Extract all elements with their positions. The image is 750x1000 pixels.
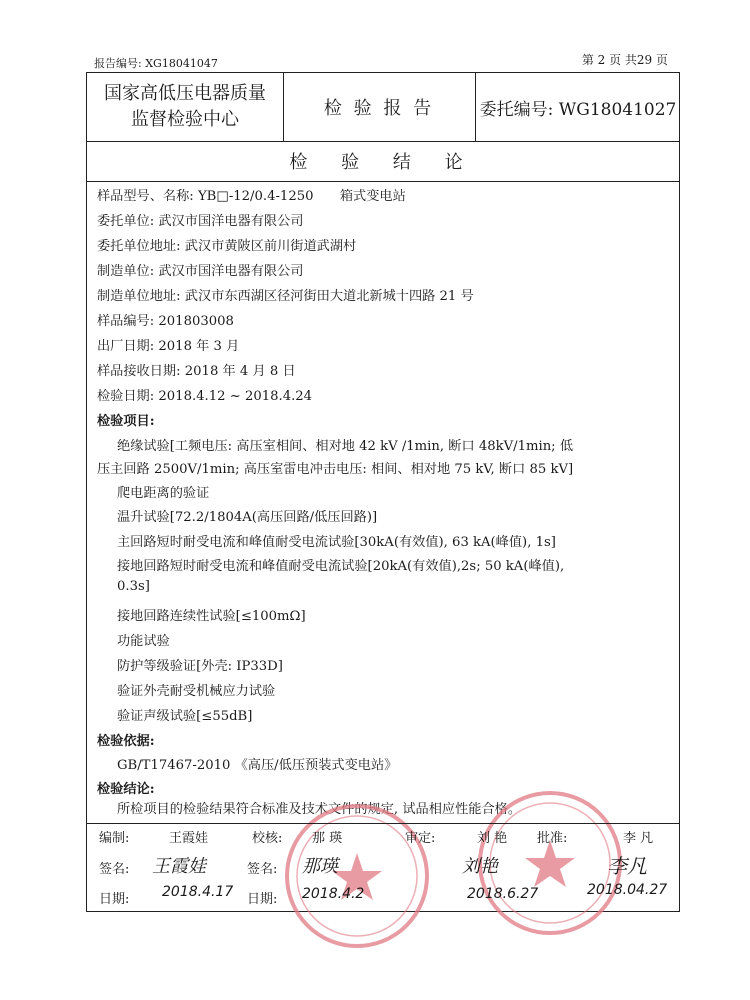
- signature-block: [87, 823, 679, 912]
- field-value: 武汉市黄陂区前川街道武湖村: [184, 239, 357, 254]
- handwritten-date: 2018.6.27: [467, 886, 539, 902]
- field-manufacturer-address: [97, 285, 474, 304]
- sign-label: 签名:: [247, 862, 278, 877]
- field-label: 制造单位:: [97, 264, 155, 279]
- page-info: 第 2 页 共29 页: [581, 53, 668, 67]
- field-manufacture-date: [97, 335, 239, 354]
- field-label: 委托单位地址:: [97, 239, 181, 254]
- conclusion-heading: 检验结论:: [97, 782, 155, 797]
- organization-name: [87, 73, 284, 141]
- report-frame: [86, 72, 680, 912]
- organization-line-1: 国家高低压电器质量: [104, 83, 266, 104]
- field-value: 武汉市东西湖区径河街田大道北新城十四路 21 号: [184, 289, 474, 304]
- test-item: 爬电距离的验证: [117, 486, 210, 501]
- field-value: 2018.4.12 ~ 2018.4.24: [158, 389, 313, 404]
- conclusion-text: 所检项目的检验结果符合标准及技术文件的规定, 试品相应性能合格。: [117, 802, 522, 817]
- field-test-date: [97, 385, 312, 404]
- test-item: 0.3s]: [117, 579, 150, 594]
- sign-label: 签名:: [99, 862, 130, 877]
- handwritten-date: 2018.4.17: [162, 884, 234, 900]
- field-client-address: [97, 235, 356, 254]
- field-label: 出厂日期:: [97, 339, 155, 354]
- handwritten-signature: 李凡: [607, 854, 647, 878]
- approver-name: 李 凡: [623, 831, 654, 846]
- commission-number: 委托编号: WG18041027: [479, 99, 677, 120]
- section-title: 检 验 结 论: [87, 141, 679, 182]
- field-value: 201803008: [158, 314, 234, 329]
- handwritten-signature: 那瑛: [302, 856, 338, 877]
- test-item: 功能试验: [117, 634, 170, 649]
- compiler-label: 编制:: [99, 831, 130, 846]
- field-value: 武汉市国洋电器有限公司: [158, 264, 304, 279]
- field-label: 检验日期:: [97, 389, 155, 404]
- reviewer-name: 刘 艳: [477, 831, 508, 846]
- checker-name: 那 瑛: [312, 831, 343, 846]
- field-label: 制造单位地址:: [97, 289, 181, 304]
- field-value: 武汉市国洋电器有限公司: [158, 214, 304, 229]
- test-item: 接地回路连续性试验[≤100mΩ]: [117, 609, 306, 624]
- compiler-name: 王霞娃: [169, 831, 209, 846]
- handwritten-date: 2018.04.27: [587, 882, 668, 898]
- document-type: 检 验 报 告: [283, 73, 476, 141]
- test-item: 防护等级验证[外壳: IP33D]: [117, 659, 283, 674]
- basis-heading: 检验依据:: [97, 734, 155, 749]
- field-receipt-date: [97, 360, 296, 379]
- field-value: YB□-12/0.4-1250 箱式变电站: [197, 189, 406, 204]
- organization-line-2: 监督检验中心: [131, 109, 239, 130]
- field-value: 2018 年 3 月: [158, 339, 240, 354]
- basis-standard: GB/T17467-2010 《高压/低压预装式变电站》: [117, 758, 398, 773]
- handwritten-signature: 王霞娃: [152, 856, 206, 877]
- title-row: [87, 73, 679, 142]
- report-number-value: XG18041047: [145, 57, 218, 70]
- field-label: 样品编号:: [97, 314, 155, 329]
- handwritten-date: 2018.4.2: [302, 886, 365, 902]
- field-value: 2018 年 4 月 8 日: [184, 364, 296, 379]
- items-heading: 检验项目:: [97, 414, 155, 429]
- field-manufacturer: [97, 260, 303, 279]
- test-item: 验证声级试验[≤55dB]: [117, 709, 253, 724]
- test-item: 接地回路短时耐受电流和峰值耐受电流试验[20kA(有效值),2s; 50 kA(峰值),: [117, 559, 565, 574]
- field-label: 样品型号、名称:: [97, 189, 194, 204]
- test-item: 压主回路 2500V/1min; 高压室雷电冲击电压: 相间、相对地 75 kV, 断口 85 kV]: [97, 462, 574, 477]
- date-label: 日期:: [99, 892, 130, 907]
- date-label: 日期:: [247, 892, 278, 907]
- field-model: [97, 185, 406, 204]
- field-sample-number: [97, 310, 234, 329]
- test-item: 绝缘试验[工频电压: 高压室相间、相对地 42 kV /1min, 断口 48kV/1min; 低: [117, 439, 574, 454]
- field-client: [97, 210, 303, 229]
- reviewer-label: 审定:: [405, 831, 436, 846]
- handwritten-signature: 刘艳: [462, 856, 498, 877]
- report-number: [94, 55, 218, 71]
- approver-label: 批准:: [537, 831, 568, 846]
- test-item: 主回路短时耐受电流和峰值耐受电流试验[30kA(有效值), 63 kA(峰值), 1s]: [117, 535, 556, 550]
- test-item: 验证外壳耐受机械应力试验: [117, 684, 276, 699]
- field-label: 样品接收日期:: [97, 364, 181, 379]
- checker-label: 校核:: [252, 831, 283, 846]
- field-label: 委托单位:: [97, 214, 155, 229]
- report-number-label: 报告编号:: [94, 57, 142, 70]
- test-item: 温升试验[72.2/1804A(高压回路/低压回路)]: [117, 510, 378, 525]
